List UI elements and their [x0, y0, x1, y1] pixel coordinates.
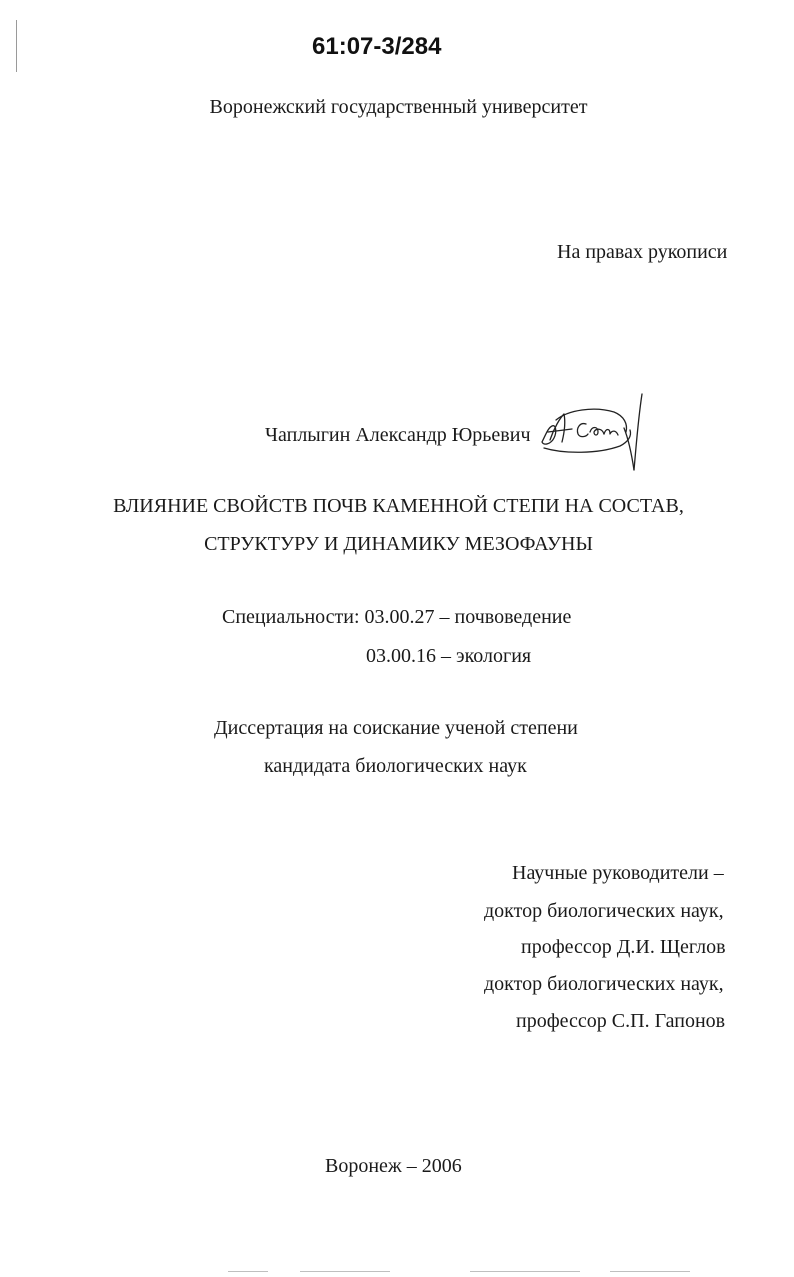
rights-note: На правах рукописи — [557, 241, 728, 263]
university-name: Воронежский государственный университет — [209, 96, 588, 118]
scan-artifact-rule — [610, 1271, 690, 1272]
dissertation-line-1: Диссертация на соискание ученой степени — [214, 717, 578, 739]
supervisor-2-degree: доктор биологических наук, — [484, 973, 724, 995]
title-line-2: СТРУКТУРУ И ДИНАМИКУ МЕЗОФАУНЫ — [204, 533, 593, 555]
specialty-line-1: Специальности: 03.00.27 – почвоведение — [222, 606, 572, 628]
city-year: Воронеж – 2006 — [325, 1155, 462, 1177]
supervisors-heading: Научные руководители – — [512, 862, 724, 884]
archive-code: 61:07-3/284 — [312, 33, 442, 60]
scan-artifact-rule — [300, 1271, 390, 1272]
scan-artifact-rule — [228, 1271, 268, 1272]
supervisor-2-name: профессор С.П. Гапонов — [516, 1010, 726, 1032]
supervisor-1-degree: доктор биологических наук, — [484, 900, 724, 922]
handwritten-signature-icon — [538, 388, 648, 480]
specialty-line-2: 03.00.16 – экология — [366, 645, 532, 667]
dissertation-line-2: кандидата биологических наук — [264, 755, 527, 777]
author-name: Чаплыгин Александр Юрьевич — [265, 424, 531, 446]
supervisor-1-name: профессор Д.И. Щеглов — [521, 936, 726, 958]
margin-scan-line — [16, 20, 17, 72]
scan-artifact-rule — [470, 1271, 580, 1272]
title-line-1: ВЛИЯНИЕ СВОЙСТВ ПОЧВ КАМЕННОЙ СТЕПИ НА СОСТАВ, — [113, 495, 684, 517]
